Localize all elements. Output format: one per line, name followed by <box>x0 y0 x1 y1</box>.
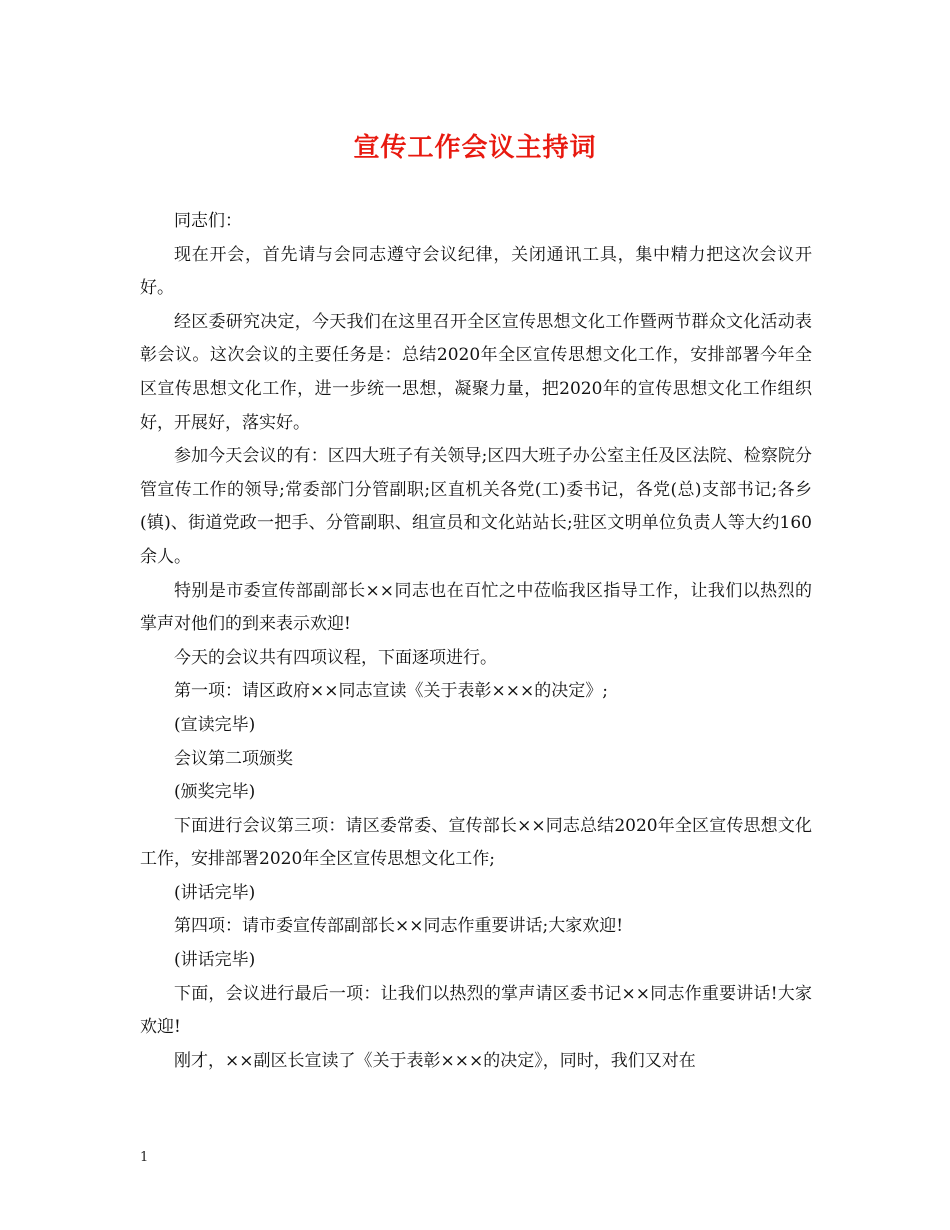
paragraph: 下面进行会议第三项：请区委常委、宣传部长××同志总结2020年全区宣传思想文化工作，安排部署2020年全区宣传思想文化工作; <box>140 815 812 870</box>
paragraph: 今天的会议共有四项议程，下面逐项进行。 <box>174 647 497 668</box>
page-number: 1 <box>140 1150 149 1165</box>
document-title: 宣传工作会议主持词 <box>353 133 597 163</box>
paragraph: 会议第二项颁奖 <box>174 748 293 769</box>
paragraph: 第四项：请市委宣传部副部长××同志作重要讲话;大家欢迎! <box>174 916 624 937</box>
paragraph: 同志们： <box>174 211 242 231</box>
paragraph: 刚才，××副区长宣读了《关于表彰×××的决定》，同时，我们又对在 <box>174 1050 696 1071</box>
paragraph: 参加今天会议的有：区四大班子有关领导;区四大班子办公室主任及区法院、检察院分管宣传工作的领导;常委部门分管副职;区直机关各党(工)委书记，各党(总)支部书记;各乡(镇)、街道党政一把手、分管副职、组宣员和文化站站长;驻区文明单位负责人等大约160余人。 <box>140 446 812 567</box>
paragraph: (讲话完毕) <box>174 950 256 971</box>
paragraph: 现在开会，首先请与会同志遵守会议纪律，关闭通讯工具，集中精力把这次会议开好。 <box>140 244 812 299</box>
paragraph: (颁奖完毕) <box>174 782 256 803</box>
paragraph: 特别是市委宣传部副部长××同志也在百忙之中莅临我区指导工作，让我们以热烈的掌声对他们的到来表示欢迎! <box>140 580 812 635</box>
paragraph: 下面，会议进行最后一项：让我们以热烈的掌声请区委书记××同志作重要讲话!大家欢迎! <box>140 983 812 1038</box>
paragraph: 第一项：请区政府××同志宣读《关于表彰×××的决定》; <box>174 681 608 702</box>
paragraph: (宣读完毕) <box>174 714 256 735</box>
paragraph: (讲话完毕) <box>174 882 256 903</box>
document-body <box>140 205 812 1078</box>
paragraph: 经区委研究决定，今天我们在这里召开全区宣传思想文化工作暨两节群众文化活动表彰会议。这次会议的主要任务是：总结2020年全区宣传思想文化工作，安排部署今年全区宣传思想文化工作，进一步统一思想，凝聚力量，把2020年的宣传思想文化工作组织好，开展好，落实好。 <box>140 311 812 433</box>
